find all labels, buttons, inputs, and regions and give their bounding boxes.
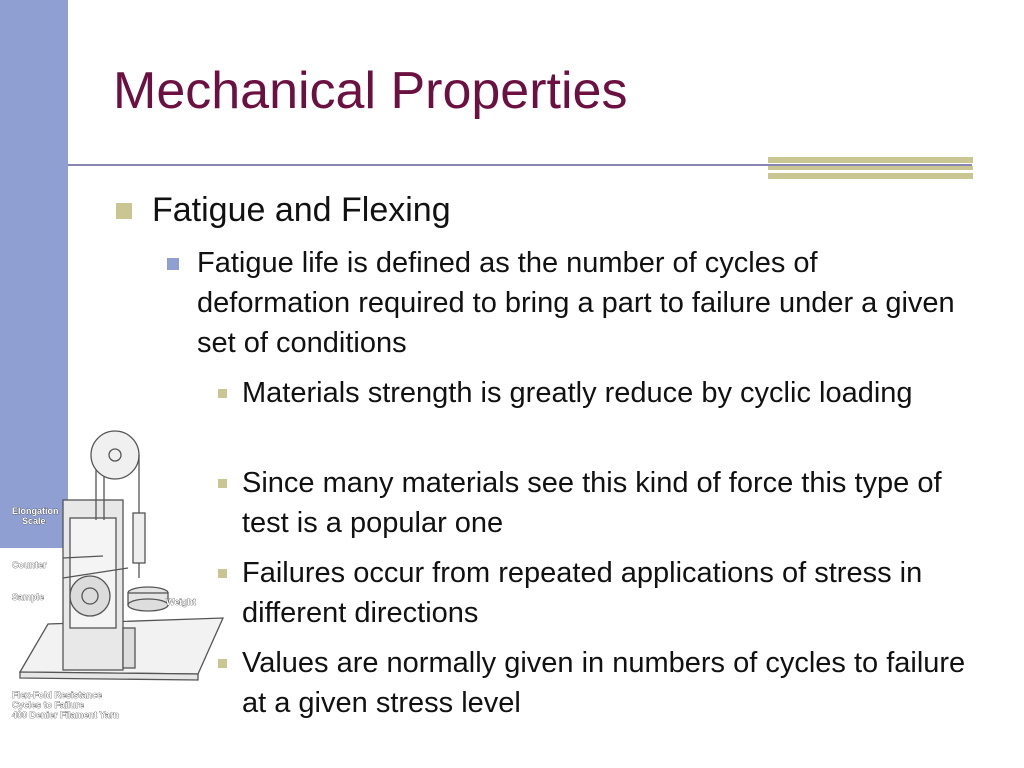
square-bullet-icon: [167, 258, 179, 270]
caption-line-3: 400 Denier Filament Yarn: [12, 710, 119, 720]
bullet-level2: [197, 243, 957, 363]
bullet-level2-text: Fatigue life is defined as the number of cycles of deformation required to bring a part to failure under a given set of conditions: [197, 247, 955, 359]
sub-bullet-4-text: Values are normally given in numbers of cycles to failure at a given stress level: [242, 647, 966, 719]
square-bullet-icon: [218, 389, 227, 398]
sub-bullet-1-text: Materials strength is greatly reduce by cyclic loading: [242, 377, 913, 409]
square-bullet-icon: [218, 479, 227, 488]
bullet-level1: [152, 190, 451, 230]
sub-bullet-4: [242, 643, 972, 723]
bullet-level1-text: Fatigue and Flexing: [152, 191, 451, 229]
label-elongation-scale-1: Elongation: [12, 506, 59, 516]
sub-bullet-1: [242, 373, 972, 413]
label-sample: Sample: [12, 592, 45, 602]
sub-bullet-2-text: Since many materials see this kind of force this type of test is a popular one: [242, 467, 942, 539]
label-elongation-scale-2: Scale: [22, 516, 46, 526]
sub-bullet-3: [242, 553, 972, 633]
square-bullet-icon: [218, 569, 227, 578]
label-weight: Weight: [166, 597, 196, 607]
square-bullet-icon: [218, 659, 227, 668]
label-counter: Counter: [12, 560, 47, 570]
slide-title: Mechanical Properties: [113, 62, 628, 120]
sub-bullet-3-text: Failures occur from repeated applications of stress in different directions: [242, 557, 923, 629]
caption-line-2: Cycles to Failure: [12, 700, 85, 710]
square-bullet-icon: [116, 203, 132, 219]
sub-bullet-2: [242, 463, 972, 543]
caption-line-1: Flex-Fold Resistance: [12, 690, 103, 700]
